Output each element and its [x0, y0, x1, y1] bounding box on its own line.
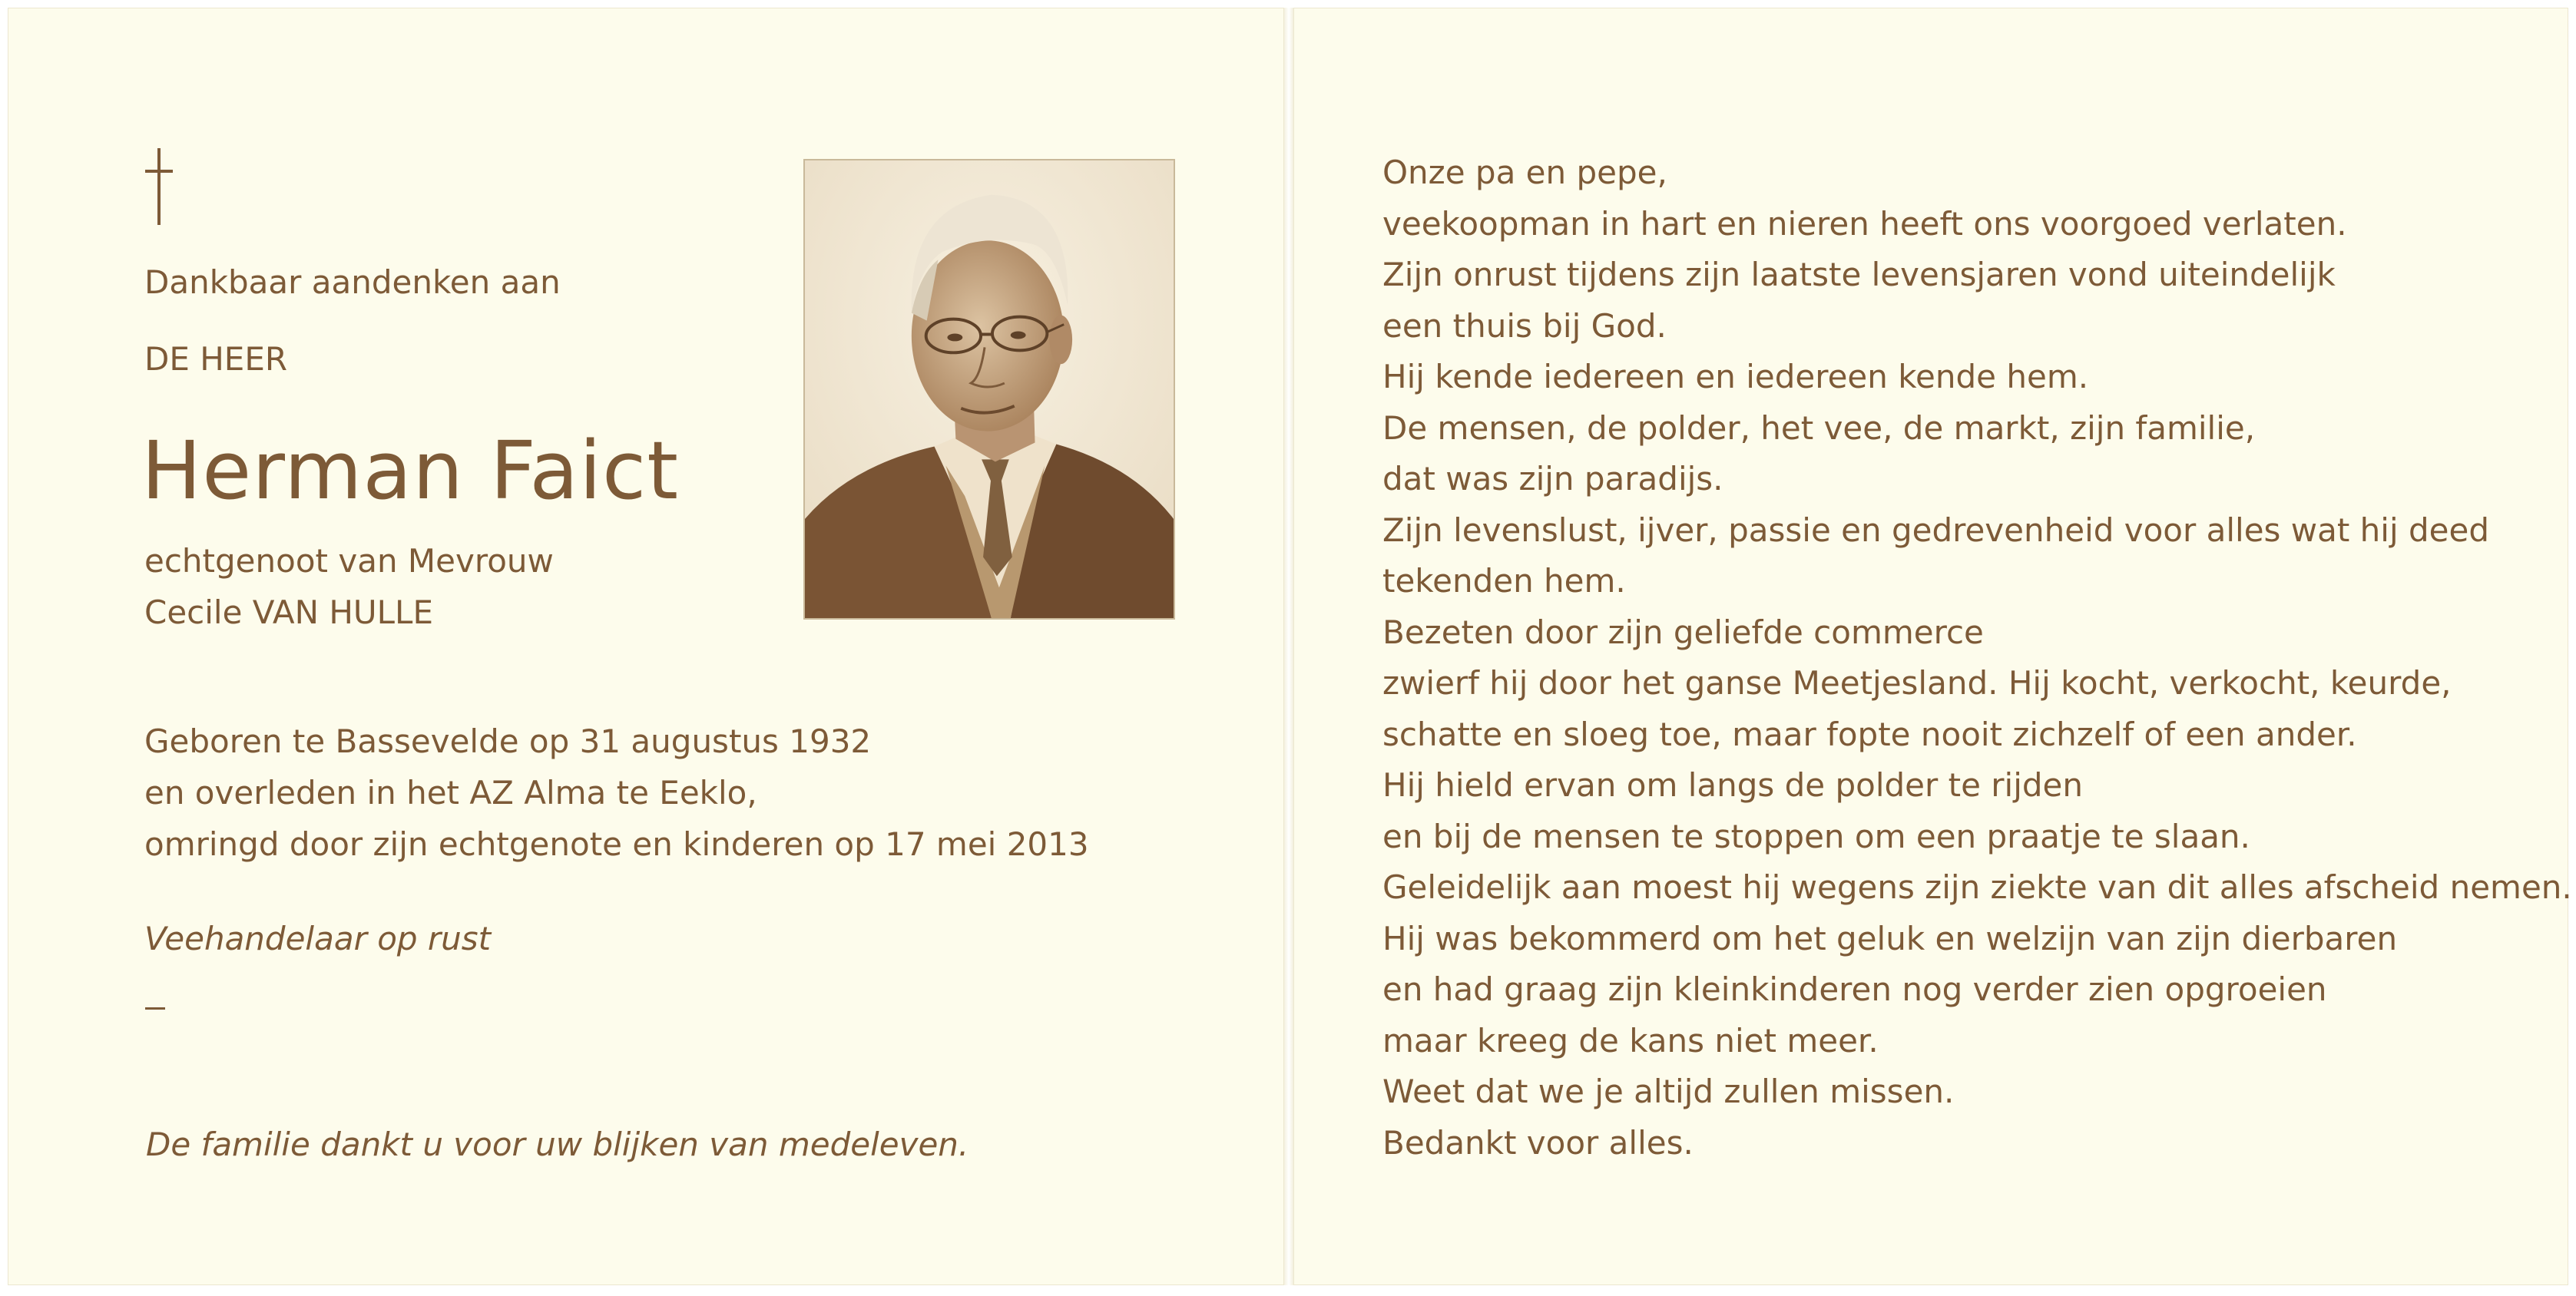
poem-line: Hij hield ervan om langs de polder te rijden — [1382, 766, 2084, 804]
poem-line: Hij kende iedereen en iedereen kende hem. — [1382, 358, 2089, 395]
poem-line: De mensen, de polder, het vee, de markt, zijn familie, — [1382, 408, 2256, 447]
cross-icon — [144, 148, 174, 225]
portrait-photo-image — [805, 160, 1174, 618]
poem-line: tekenden hem. — [1382, 562, 1626, 600]
dash-divider — [145, 1007, 165, 1010]
poem-line: Hij was bekommerd om het geluk en welzijn van zijn dierbaren — [1382, 919, 2398, 957]
occupation-text: Veehandelaar op rust — [144, 920, 492, 957]
portrait-photo — [803, 159, 1175, 620]
greeting-text: Dankbaar aandenken aan — [144, 263, 561, 301]
poem-line: veekoopman in hart en nieren heeft ons voorgoed verlaten. — [1382, 204, 2347, 243]
poem-line: Bedankt voor alles. — [1382, 1123, 1694, 1162]
poem-line: Zijn levenslust, ijver, passie en gedrevenheid voor alles wat hij deed — [1382, 511, 2489, 549]
poem-text-block — [1382, 147, 2572, 1169]
poem-line: Onze pa en pepe, — [1382, 154, 1667, 191]
poem-line: en had graag zijn kleinkinderen nog verder zien opgroeien — [1382, 970, 2327, 1008]
death-line: en overleden in het AZ Alma te Eeklo, — [144, 774, 757, 812]
poem-line: zwierf hij door het ganse Meetjesland. Hij kocht, verkocht, keurde, — [1382, 664, 2452, 702]
poem-line: schatte en sloeg toe, maar fopte nooit zichzelf of een ander. — [1382, 715, 2357, 753]
honorific-text: DE HEER — [144, 340, 288, 378]
poem-line: een thuis bij God. — [1382, 306, 1667, 345]
poem-line: Bezeten door zijn geliefde commerce — [1382, 613, 1984, 651]
poem-line: dat was zijn paradijs. — [1382, 460, 1723, 498]
spouse-line-2: Cecile VAN HULLE — [144, 593, 433, 631]
poem-line: Weet dat we je altijd zullen missen. — [1382, 1073, 1955, 1110]
poem-line: Zijn onrust tijdens zijn laatste levensjaren vond uiteindelijk — [1382, 256, 2336, 293]
thanks-text: De familie dankt u voor uw blijken van medeleven. — [146, 1126, 969, 1163]
card-fold — [1284, 8, 1293, 1285]
surrounded-line: omringd door zijn echtgenote en kinderen op 17 mei 2013 — [144, 825, 1089, 863]
poem-line: Geleidelijk aan moest hij wegens zijn ziekte van dit alles afscheid nemen. — [1382, 868, 2572, 906]
deceased-name: Herman Faict — [141, 424, 679, 517]
poem-line: maar kreeg de kans niet meer. — [1382, 1021, 1879, 1060]
spouse-line-1: echtgenoot van Mevrouw — [144, 542, 554, 580]
birth-line: Geboren te Bassevelde op 31 augustus 1932 — [144, 722, 872, 760]
poem-line: en bij de mensen te stoppen om een praatje te slaan. — [1382, 817, 2250, 855]
